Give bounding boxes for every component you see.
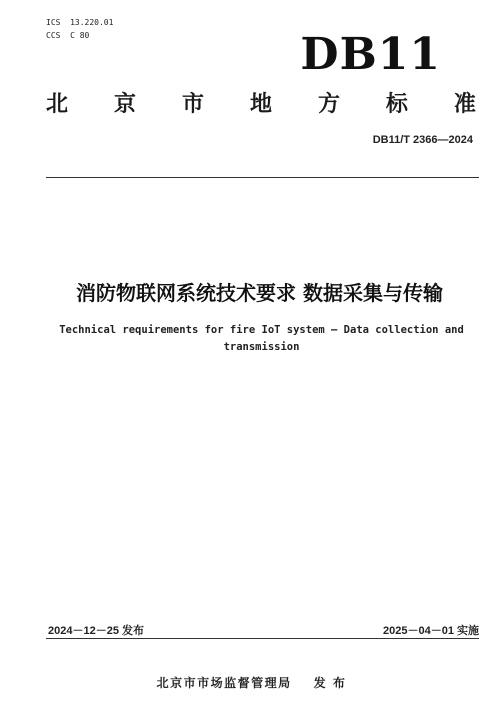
title-english-line: transmission — [223, 341, 300, 353]
standard-type-char: 地 — [249, 92, 272, 117]
title-english-line: Technical requirements for fire IoT system — Data collection and — [59, 324, 464, 336]
standard-code: DB11/T 2366—2024 — [372, 134, 473, 146]
publish-date: 2024－12－25 发布 — [48, 625, 144, 637]
implement-date: 2025－04－01 实施 — [383, 625, 479, 637]
standard-type-char: 准 — [453, 92, 476, 117]
issuer-action: 发 布 — [313, 676, 347, 690]
standard-type-char: 市 — [181, 92, 204, 117]
issuer-name: 北京市市场监督管理局 — [156, 676, 292, 690]
classification-codes — [46, 16, 113, 42]
standard-type-heading — [46, 90, 476, 120]
footer-divider — [46, 638, 479, 639]
standard-mark: DB11 — [300, 29, 441, 80]
standard-type-char: 京 — [113, 92, 136, 117]
document-title-chinese: 消防物联网系统技术要求 数据采集与传输 — [76, 281, 443, 305]
issuer-line — [0, 674, 503, 691]
header-divider — [46, 177, 479, 178]
standard-type-char: 方 — [317, 92, 340, 117]
standard-type-char: 北 — [46, 92, 69, 117]
ics-code: ICS 13.220.01 — [46, 18, 114, 27]
ccs-code: CCS C 80 — [46, 31, 90, 40]
standard-type-char: 标 — [385, 92, 408, 117]
document-title-english — [20, 322, 503, 356]
